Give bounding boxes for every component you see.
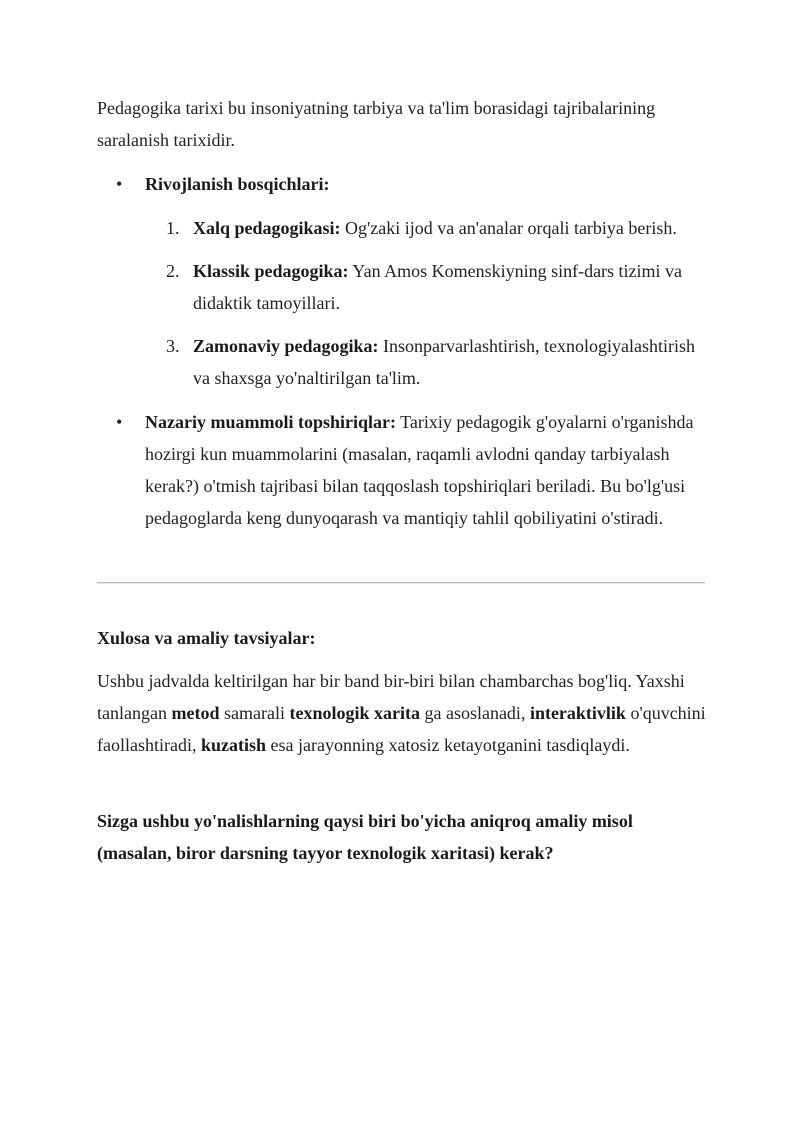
stage-label: Xalq pedagogikasi: — [193, 218, 341, 238]
question-paragraph — [97, 805, 707, 869]
question-text: Sizga ushbu yo'nalishlarning qaysi biri bo'yicha aniqroq amaliy misol (masalan, biror darsning tayyor texnologik xaritasi) kerak? — [97, 811, 633, 863]
stage-label: Zamonaviy pedagogika: — [193, 336, 379, 356]
conclusion-heading — [97, 622, 707, 654]
bullet-problems-text: Tarixiy pedagogik g'oyalarni o'rganishda hozirgi kun muammolarini (masalan, raqamli avlodni qanday tarbiyalash kerak?) o'tmish tajribasi bilan taqqoslash topshiriqlari beriladi. Bu bo'lg'usi pedagoglarda keng dunyoqarash va mantiqiy tahlil qobiliyatini o'stiradi. — [145, 412, 694, 528]
bullet-problems-label: Nazariy muammoli topshiriqlar: — [145, 412, 396, 432]
stage-label: Klassik pedagogika: — [193, 261, 349, 281]
conclusion-text: samarali — [219, 703, 290, 723]
bullet-stages — [145, 168, 705, 200]
stage-number: 3. — [166, 336, 180, 356]
intro-paragraph: Pedagogika tarixi bu insoniyatning tarbiya va ta'lim borasidagi tajribalarining saralanish tarixidir. — [97, 98, 656, 150]
conclusion-text: esa jarayonning xatosiz ketayotganini tasdiqlaydi. — [266, 735, 630, 755]
stage-item — [193, 255, 705, 319]
conclusion-heading-text: Xulosa va amaliy tavsiyalar: — [97, 628, 316, 648]
stage-number: 1. — [166, 218, 180, 238]
bullet-marker: • — [116, 412, 123, 432]
stage-number: 2. — [166, 261, 180, 281]
stage-item — [193, 330, 705, 394]
bullet-stages-label: Rivojlanish bosqichlari: — [145, 174, 330, 194]
stage-text: Yan Amos Komenskiyning sinf-dars tizimi va didaktik tamoyillari. — [193, 261, 683, 313]
stage-text: Og'zaki ijod va an'analar orqali tarbiya berish. — [340, 218, 677, 238]
stage-text: Insonparvarlashtirish, texnologiyalashtirish va shaxsga yo'naltirilgan ta'lim. — [193, 336, 695, 388]
stage-item — [193, 212, 705, 244]
keyword-kuzatish: kuzatish — [200, 735, 266, 755]
conclusion-paragraph — [97, 665, 707, 761]
keyword-metod: metod — [171, 703, 220, 723]
conclusion-text: o'quvchini faollashtiradi, — [97, 703, 706, 755]
bullet-marker: • — [116, 174, 123, 194]
conclusion-text: ga asoslanadi, — [419, 703, 530, 723]
bullet-problems — [145, 406, 705, 534]
keyword-texnologik-xarita: texnologik xarita — [289, 703, 420, 723]
keyword-interaktivlik: interaktivlik — [529, 703, 626, 723]
conclusion-text: Ushbu jadvalda keltirilgan har bir band bir-biri bilan chambarchas bog'liq. Yaxshi tanlangan — [97, 671, 685, 723]
horizontal-divider — [97, 582, 705, 584]
